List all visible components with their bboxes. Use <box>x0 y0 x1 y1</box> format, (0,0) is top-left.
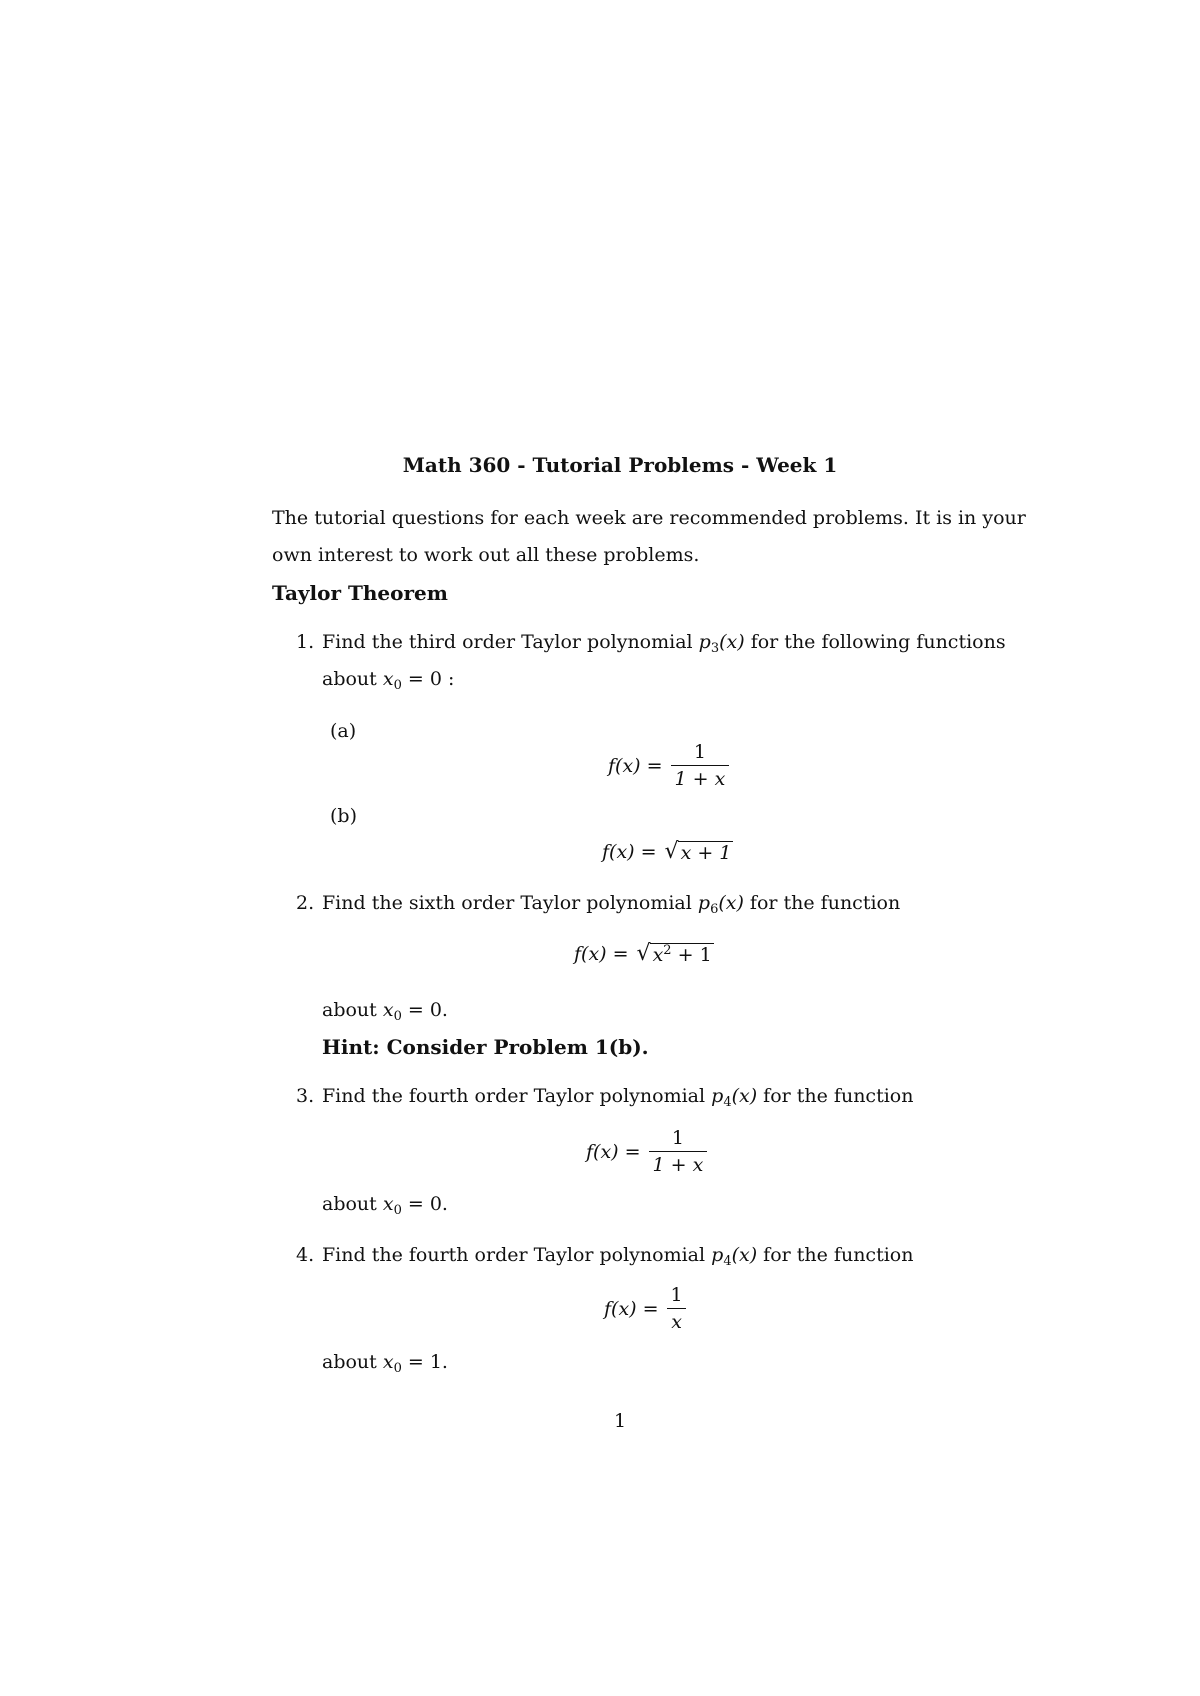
problem-1-about: about $x_0 = 0$ : <box>322 668 455 693</box>
problem-1-statement: Find the third order Taylor polynomial $p_3(x)$ for the following functions <box>322 631 1006 656</box>
problem-4-statement: Find the fourth order Taylor polynomial $p_4(x)$ for the function <box>322 1244 914 1269</box>
square-root: √ x + 1 <box>664 839 732 864</box>
problem-1a-equation: f(x) = $\frac{1}{1 + x}$ <box>608 743 729 789</box>
problem-2-number: 2. <box>296 892 315 914</box>
problem-1b-label: (b) <box>330 805 357 827</box>
problem-2-equation: f(x) = √ $x^2 + 1$ <box>574 941 712 966</box>
fraction: $\frac{1}{1 + x}$ <box>671 743 730 789</box>
problem-4-equation: f(x) = $\frac{1}{x}$ <box>604 1286 687 1332</box>
page-number: 1 <box>613 1410 627 1432</box>
problem-2-about: about $x_0 = 0$. <box>322 999 448 1024</box>
problem-1b-equation: f(x) = √ x + 1 <box>602 839 732 864</box>
problem-2-hint: Hint: Consider Problem 1(b). <box>322 1035 649 1059</box>
problem-1a-label: (a) <box>330 720 357 742</box>
problem-1-number: 1. <box>296 631 315 653</box>
fraction: $\frac{1}{1 + x}$ <box>649 1129 708 1175</box>
section-title: Taylor Theorem <box>272 581 448 605</box>
intro-line-2: own interest to work out all these problems. <box>272 544 700 566</box>
page-title: Math 360 - Tutorial Problems - Week 1 <box>402 453 838 477</box>
radical-sign: √ <box>664 839 679 864</box>
problem-3-statement: Find the fourth order Taylor polynomial $p_4(x)$ for the function <box>322 1085 914 1110</box>
problem-4-about: about $x_0 = 1$. <box>322 1351 448 1376</box>
intro-line-1: The tutorial questions for each week are recommended problems. It is in your <box>272 507 1026 529</box>
problem-3-about: about $x_0 = 0$. <box>322 1193 448 1218</box>
problem-3-number: 3. <box>296 1085 315 1107</box>
problem-2-statement: Find the sixth order Taylor polynomial $p_6(x)$ for the function <box>322 892 901 917</box>
problem-4-number: 4. <box>296 1244 315 1266</box>
radical-sign: √ <box>636 941 651 966</box>
fraction: $\frac{1}{x}$ <box>667 1286 687 1332</box>
square-root: √ $x^2 + 1$ <box>636 941 712 966</box>
problem-3-equation: f(x) = $\frac{1}{1 + x}$ <box>586 1129 707 1175</box>
